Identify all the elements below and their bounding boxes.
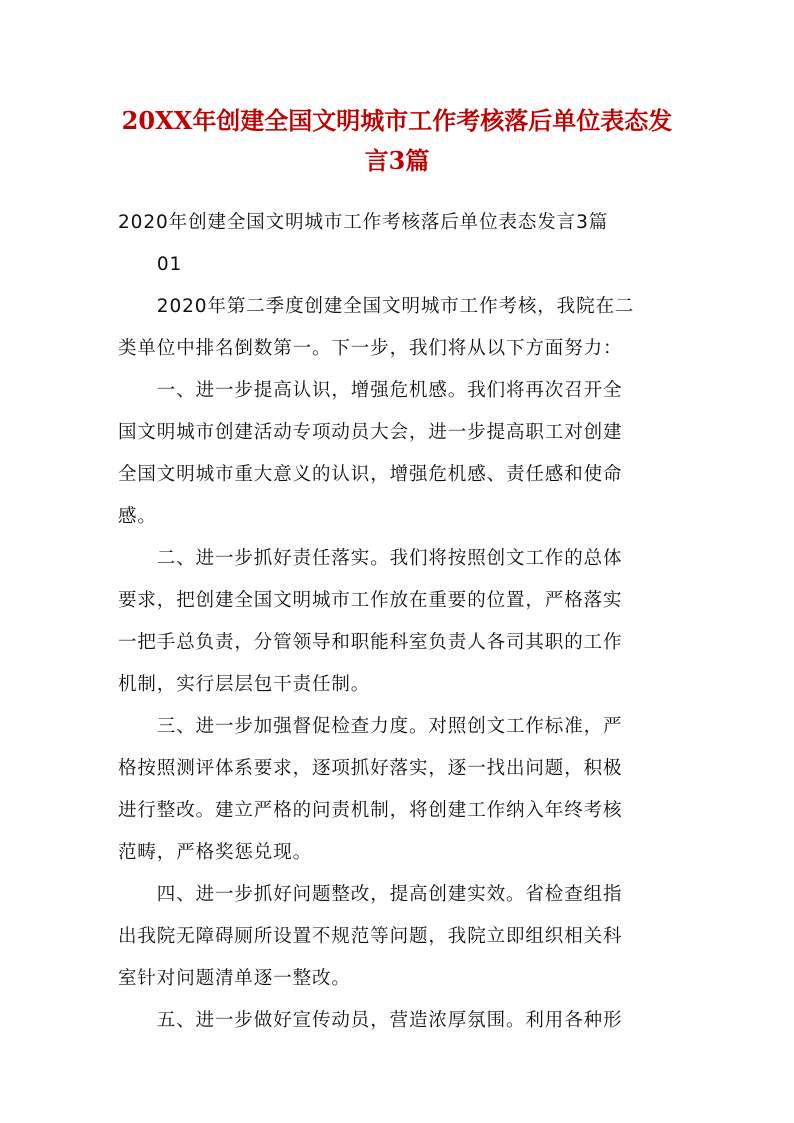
document-title-line-2: 言3篇 [364,146,430,175]
body-line: 范畴，严格奖惩兑现。 [118,842,313,863]
body-line: 感。 [118,506,157,527]
body-line: 国文明城市创建活动专项动员大会，进一步提高职工对创建 [118,422,623,443]
body-line: 一、进一步提高认识，增强危机感。我们将再次召开全 [118,380,623,401]
body-line: 格按照测评体系要求，逐项抓好落实，逐一找出问题，积极 [118,758,623,779]
body-line: 五、进一步做好宣传动员，营造浓厚氛围。利用各种形 [118,1010,623,1031]
body-line: 机制，实行层层包干责任制。 [118,674,371,695]
document-subtitle: 2020年创建全国文明城市工作考核落后单位表态发言3篇 [118,212,609,233]
body-line: 类单位中排名倒数第一。下一步，我们将从以下方面努力： [118,338,623,359]
body-line: 室针对问题清单逐一整改。 [118,968,351,989]
section-number [118,254,684,276]
body-line: 要求，把创建全国文明城市工作放在重要的位置，严格落实 [118,590,623,611]
body-line: 三、进一步加强督促检查力度。对照创文工作标准，严 [118,716,623,737]
body-line: 2020年第二季度创建全国文明城市工作考核，我院在二 [118,296,635,317]
body-line: 二、进一步抓好责任落实。我们将按照创文工作的总体 [118,548,623,569]
section-number-text: 01 [156,254,183,275]
body-line: 全国文明城市重大意义的认识，增强危机感、责任感和使命 [118,464,623,485]
document-title-line-1: 20XX年创建全国文明城市工作考核落后单位表态发 [121,106,673,135]
body-line: 进行整改。建立严格的问责机制，将创建工作纳入年终考核 [118,800,623,821]
body-line: 一把手总负责，分管领导和职能科室负责人各司其职的工作 [118,632,623,653]
body-line: 出我院无障碍厕所设置不规范等问题，我院立即组织相关科 [118,926,623,947]
body-line: 四、进一步抓好问题整改，提高创建实效。省检查组指 [118,884,623,905]
